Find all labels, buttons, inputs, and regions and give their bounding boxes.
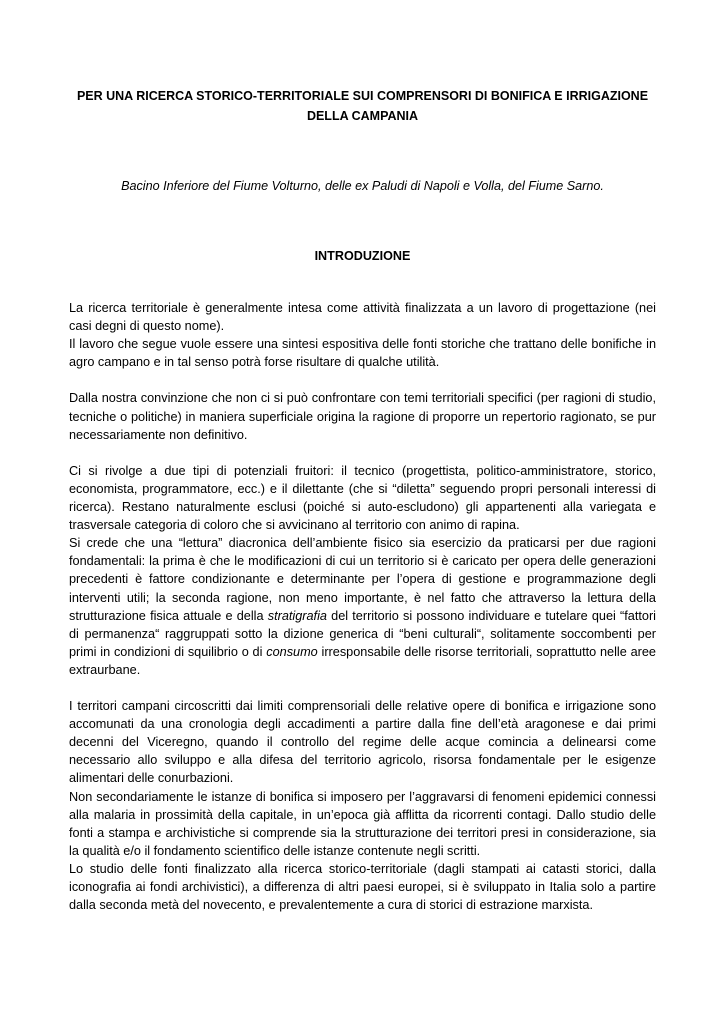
title-line-2: DELLA CAMPANIA (306, 109, 419, 123)
section-heading: INTRODUZIONE (314, 249, 411, 263)
paragraph-1-sentence-1: La ricerca territoriale è generalmente intesa come attività finalizzata a un lavoro di progettazione (nei casi degni di questo nome). (69, 301, 656, 334)
document-body (69, 299, 656, 932)
paragraph-3-part-a: Ci si rivolge a due tipi di potenziali fruitori: il tecnico (progettista, politico-amministratore, storico, economista, programmatore, ecc.) e il dilettante (che si “diletta” seguendo propri personali interessi di ricerca). Restano naturalmente esclusi (poiché si auto-escludono) gli appartenenti alla variegata e trasversale categoria di coloro che si avvicinano al territorio con animo di rapina. (69, 463, 656, 533)
paragraph-3-part-b (69, 534, 656, 679)
paragraph-4-part-3: Lo studio delle fonti finalizzato alla ricerca storico-territoriale (dagli stampati ai catasti storici, dalla iconografia ai fondi archivistici), a differenza di altri paesi europei, si è sviluppato in Italia solo a partire dalla seconda metà del novecento, e prevalentemente a cura di storici di estrazione marxista. (69, 861, 656, 913)
document-title (70, 86, 655, 126)
paragraph-3-italic-consumo: consumo (266, 644, 318, 659)
paragraph-4-part-2: Non secondariamente le istanze di bonifica si imposero per l’aggravarsi di fenomeni epidemici connessi alla malaria in prossimità della capitale, in un’epoca già afflitta da ricorrenti contagi. Dallo studio delle fonti a stampa e archivistiche si comprende sia la strutturazione dei territori presi in considerazione, sia la qualità e/o il fondamento scientifico delle istanze contenute negli scritti. (69, 789, 656, 858)
paragraph-3-italic-stratigrafia: stratigrafia (267, 608, 327, 623)
document-subtitle: Bacino Inferiore del Fiume Volturno, delle ex Paludi di Napoli e Volla, del Fiume Sarno. (121, 179, 604, 193)
paragraph-1 (69, 299, 656, 371)
paragraph-3-text-3: irresponsabile delle risorse territoriali, soprattutto nelle aree extraurbane. (69, 644, 656, 677)
paragraph-2: Dalla nostra convinzione che non ci si può confrontare con temi territoriali specifici (per ragioni di studio, tecniche o politiche) in maniera superficiale origina la ragione di proporre un repertorio ragionato, se pur necessariamente non definitivo. (69, 391, 656, 442)
paragraph-3 (69, 462, 656, 679)
title-line-1: PER UNA RICERCA STORICO-TERRITORIALE SUI COMPRENSORI DI BONIFICA E IRRIGAZIONE (76, 89, 649, 103)
paragraph-1-sentence-2: Il lavoro che segue vuole essere una sintesi espositiva delle fonti storiche che trattano delle bonifiche in agro campano e in tal senso potrà forse risultare di qualche utilità. (69, 337, 656, 370)
paragraph-3-text-2: del territorio si possono individuare e tutelare quei “fattori di permanenza“ raggruppati sotto la dizione generica di “beni culturali“, solitamente soccombenti per primi in condizioni di squilibrio o di (69, 608, 656, 659)
paragraph-3-text-1: Si crede che una “lettura” diacronica dell’ambiente fisico sia esercizio da praticarsi per due ragioni fondamentali: la prima è che le modificazioni di cui un territorio si è caricato per opera delle generazioni precedenti è fattore condizionante e determinante per l’opera di gestione e programmazione degli interventi utili; la seconda ragione, non meno importante, è nel fatto che attraverso la lettura della strutturazione fisica attuale e della (69, 536, 656, 623)
paragraph-4 (69, 697, 656, 914)
paragraph-4-part-1: I territori campani circoscritti dai limiti comprensoriali delle relative opere di bonifica e irrigazione sono accomunati da una cronologia degli accadimenti a partire dalla fine dell’età aragonese e dai primi decenni del Viceregno, quando il controllo del regime delle acque comincia a delinearsi come necessario allo sviluppo e alla difesa del territorio agricolo, risorsa fondamentale per le esigenze alimentari delle conurbazioni. (69, 699, 656, 786)
